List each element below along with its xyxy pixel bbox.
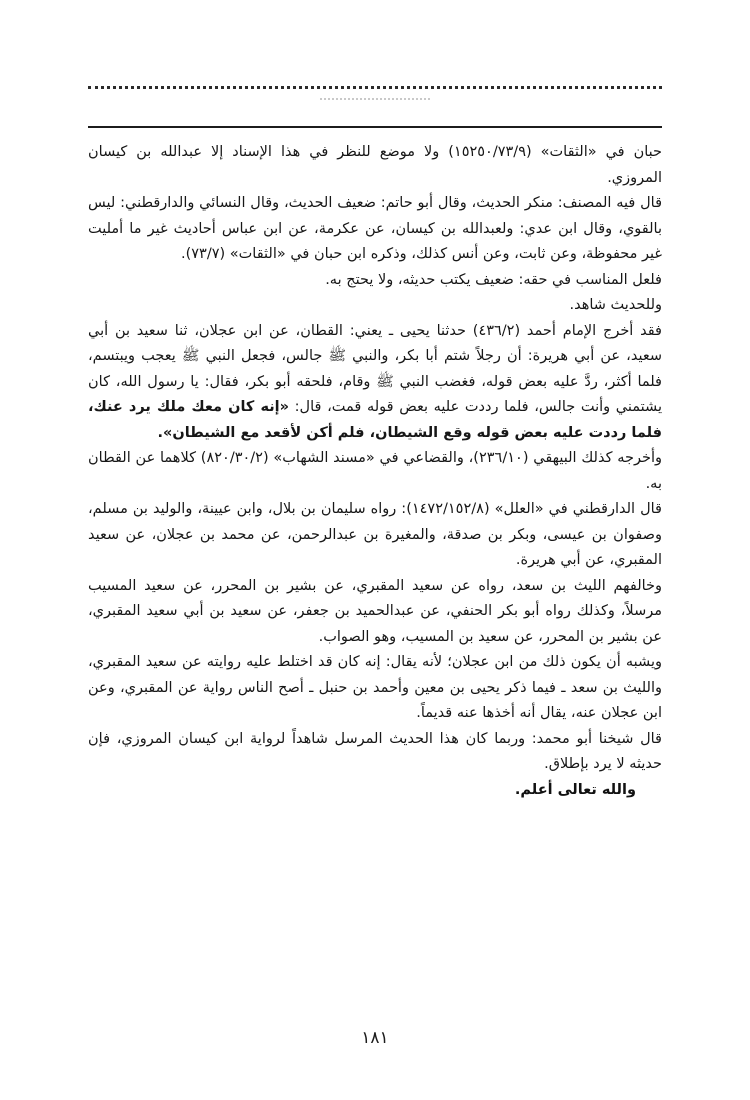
paragraph-text: فقد أخرج الإمام أحمد (٤٣٦/٢) حدثنا يحيى ـ يعني: القطان، عن ابن عجلان، ثنا سعيد بن أبي سعيد، عن أبي هريرة: أن رجلاً شتم أبا بكر، والنبي ﷺ جالس، فجعل النبي ﷺ يعجب ويبتسم، فلما أكثر، ردَّ عليه بعض قوله، فغضب النبي ﷺ وقام، فلحقه أبو بكر، فقال: يا رسول الله، كان يشتمني وأنت جالس، فلما رددت عليه بعض قوله قمت، قال:: [88, 322, 662, 415]
paragraph: [88, 191, 662, 268]
paragraph: [88, 293, 662, 319]
paragraph-text: قال الدارقطني في «العلل» (١٤٧٢/١٥٢/٨): رواه سليمان بن بلال، وابن عيينة، والوليد بن مسلم، وصفوان بن عيسى، وبكر بن صدقة، والمغيرة بن عبدالرحمن، عن محمد بن عجلان، عن سعيد المقبري، عن أبي هريرة.: [88, 501, 662, 568]
header-rule: [88, 126, 662, 128]
paragraph-text: وخالفهم الليث بن سعد، رواه عن سعيد المقبري، عن بشير بن المحرر، عن سعيد المسيب مرسلاً، وكذلك رواه أبو بكر الحنفي، عن عبدالحميد بن جعفر، عن سعيد بن أبي سعيد المقبري، عن بشير بن المحرر، عن سعيد بن المسيب، وهو الصواب.: [88, 577, 662, 645]
body-text: [88, 140, 662, 778]
dotted-separator: [88, 86, 662, 89]
paragraph-text: وللحديث شاهد.: [569, 297, 662, 313]
paragraph: [88, 727, 662, 778]
paragraph: [88, 446, 662, 497]
paragraph-text: قال فيه المصنف: منكر الحديث، وقال أبو حاتم: ضعيف الحديث، وقال النسائي والدارقطني: ليس بالقوي، وقال ابن عدي: ولعبدالله بن كيسان، عن عكرمة، عن ابن عباس أحاديث غير ما أمليت غير محفوظة، وعن ثابت، وعن أنس كذلك، وذكره ابن حبان في «الثقات» (٧٣/٧).: [88, 195, 662, 262]
paragraph-text: ويشبه أن يكون ذلك من ابن عجلان؛ لأنه يقال: إنه كان قد اختلط عليه روايته عن سعيد المقبري، والليث بن سعد ـ فيما ذكر يحيى بن معين وأحمد بن حنبل ـ أصح الناس رواية عن المقبري، وعن ابن عجلان عنه، يقال أنه أخذها عنه قديماً.: [88, 654, 662, 721]
closing-statement: والله تعالى أعلم.: [514, 781, 636, 798]
paragraph-text: حبان في «الثقات» (١٥٢٥٠/٧٣/٩) ولا موضع للنظر في هذا الإسناد إلا عبدالله بن كيسان المروزي.: [88, 144, 662, 186]
page-number: ١٨١: [361, 1028, 389, 1048]
paragraph: [88, 268, 662, 294]
paragraph: [88, 140, 662, 191]
paragraph: [88, 319, 662, 447]
scan-smudge: [320, 98, 430, 100]
paragraph-text: قال شيخنا أبو محمد: وربما كان هذا الحديث المرسل شاهداً لرواية ابن كيسان المروزي، فإن حديثه لا يرد بإطلاق.: [88, 730, 662, 772]
paragraph: [88, 574, 662, 651]
paragraph: [88, 497, 662, 574]
paragraph-text: فلعل المناسب في حقه: ضعيف يكتب حديثه، ولا يحتج به.: [325, 271, 662, 288]
paragraph: [88, 650, 662, 727]
hadith-bold-text: «إنه كان معك ملك يرد عنك، فلما رددت عليه بعض قوله وقع الشيطان، فلم أكن لأقعد مع الشيطان».: [88, 399, 662, 441]
paragraph-text: وأخرجه كذلك البيهقي (٢٣٦/١٠)، والقضاعي في «مسند الشهاب» (٨٢٠/٣٠/٢) كلاهما عن القطان به.: [88, 450, 663, 492]
